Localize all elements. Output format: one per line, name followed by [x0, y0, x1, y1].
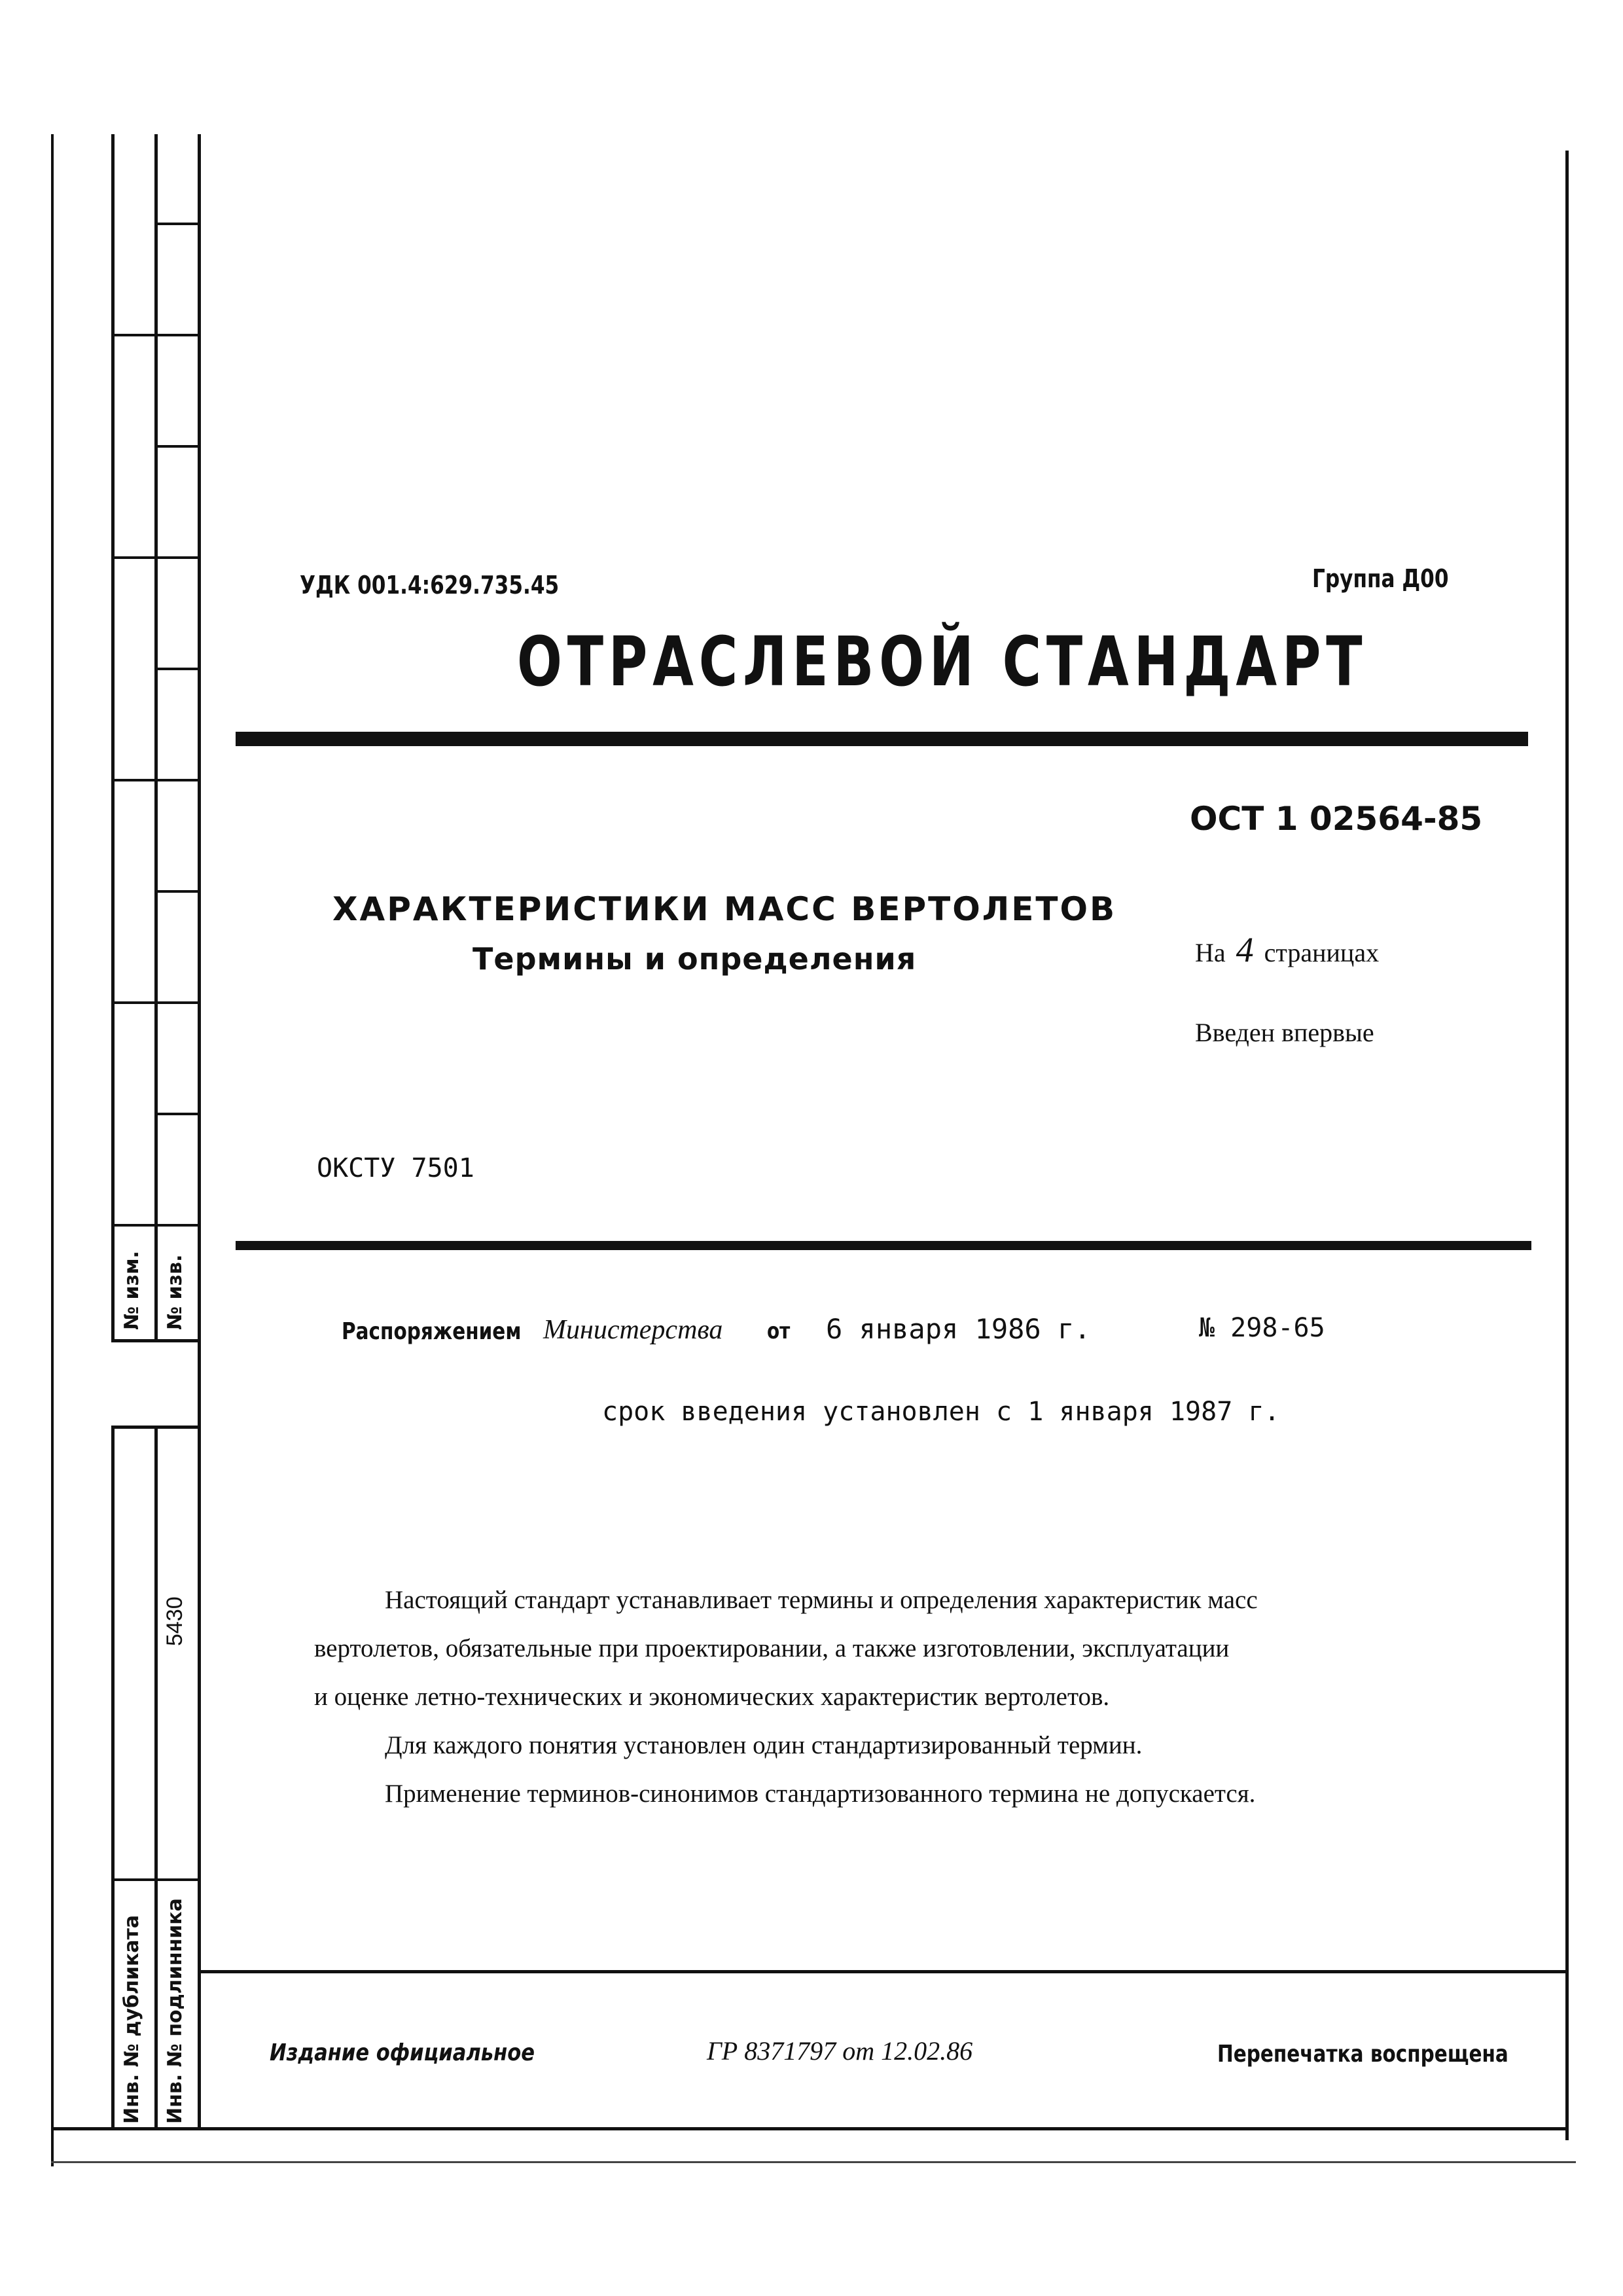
- stamp-row-line: [154, 668, 200, 670]
- stamp-section-bottom: [111, 1339, 200, 1342]
- stamp-lower-top: [111, 1426, 200, 1429]
- oksu-code: ОКСТУ 7501: [317, 1153, 474, 1183]
- page-title: ОТРАСЛЕВОЙ СТАНДАРТ: [517, 622, 1368, 702]
- ministry-label: Министерства: [543, 1315, 723, 1345]
- left-margin-line: [51, 134, 54, 2166]
- frame-bottom-rule: [51, 2127, 1569, 2130]
- order-label: Распоряжением: [342, 1318, 522, 1345]
- stamp-row-line: [111, 1001, 200, 1004]
- frame-right-line: [1565, 151, 1569, 2140]
- change-number-label: № изм.: [120, 1251, 143, 1330]
- reprint-prohibited: Перепечатка воспрещена: [1217, 2041, 1508, 2068]
- stamp-row-line: [154, 890, 200, 893]
- standard-code: ОСТ 1 02564-85: [1190, 800, 1483, 838]
- inventory-duplicate-label: Инв. № дубликата: [120, 1914, 143, 2124]
- standard-subtitle: Термины и определения: [473, 941, 917, 977]
- group-label: Группа Д00: [1312, 564, 1449, 593]
- footer-top-rule: [198, 1970, 1569, 1973]
- udk-code: УДК 001.4:629.735.45: [300, 571, 560, 600]
- body-line: Настоящий стандарт устанавливает термины и определения характеристик масс: [385, 1586, 1258, 1614]
- stamp-lower-divider: [111, 1878, 200, 1881]
- order-number: № 298-65: [1199, 1313, 1325, 1343]
- stamp-row-line: [111, 1224, 200, 1227]
- body-line: Применение терминов-синонимов стандартизованного термина не допускается.: [385, 1780, 1256, 1808]
- stamp-row-line: [154, 1113, 200, 1115]
- inventory-number: 5430: [162, 1596, 187, 1646]
- stamp-row-line: [154, 223, 200, 225]
- pages-info: [1195, 929, 1379, 970]
- stamp-row-line: [154, 445, 200, 448]
- stamp-row-line: [111, 556, 200, 559]
- pages-count: 4: [1236, 930, 1254, 969]
- introduced-note: Введен впервые: [1195, 1018, 1374, 1047]
- body-line: и оценке летно-технических и экономических характеристик вертолетов.: [314, 1683, 1110, 1711]
- order-date: 6 января 1986 г.: [826, 1313, 1091, 1345]
- standard-name: ХАРАКТЕРИСТИКИ МАСС ВЕРТОЛЕТОВ: [332, 890, 1117, 928]
- stamp-column-line-2: [154, 134, 158, 1342]
- official-edition: Издание официальное: [270, 2039, 535, 2066]
- mid-thick-rule: [236, 1241, 1531, 1250]
- body-line: вертолетов, обязательные при проектировании, а также изготовлении, эксплуатации: [314, 1634, 1230, 1662]
- stamp-column-line-1: [111, 134, 115, 1342]
- pages-suffix: страницах: [1264, 938, 1380, 967]
- stamp-lower-col-1: [111, 1427, 115, 2130]
- stamp-lower-col-2: [154, 1427, 158, 2130]
- notice-number-label: № изв.: [164, 1254, 187, 1330]
- pages-prefix: На: [1195, 938, 1226, 967]
- frame-left-line: [198, 134, 201, 2130]
- order-from: от: [767, 1318, 791, 1344]
- registration-number: ГР 8371797 от 12.02.86: [707, 2036, 973, 2066]
- inventory-original-label: Инв. № подлинника: [164, 1898, 187, 2124]
- effective-date: срок введения установлен с 1 января 1987 г.: [602, 1397, 1280, 1427]
- stamp-row-line: [111, 334, 200, 336]
- header-thick-rule: [236, 732, 1528, 746]
- page-bottom-rule: [51, 2161, 1576, 2163]
- stamp-row-line: [111, 779, 200, 781]
- body-line: Для каждого понятия установлен один стандартизированный термин.: [385, 1731, 1143, 1759]
